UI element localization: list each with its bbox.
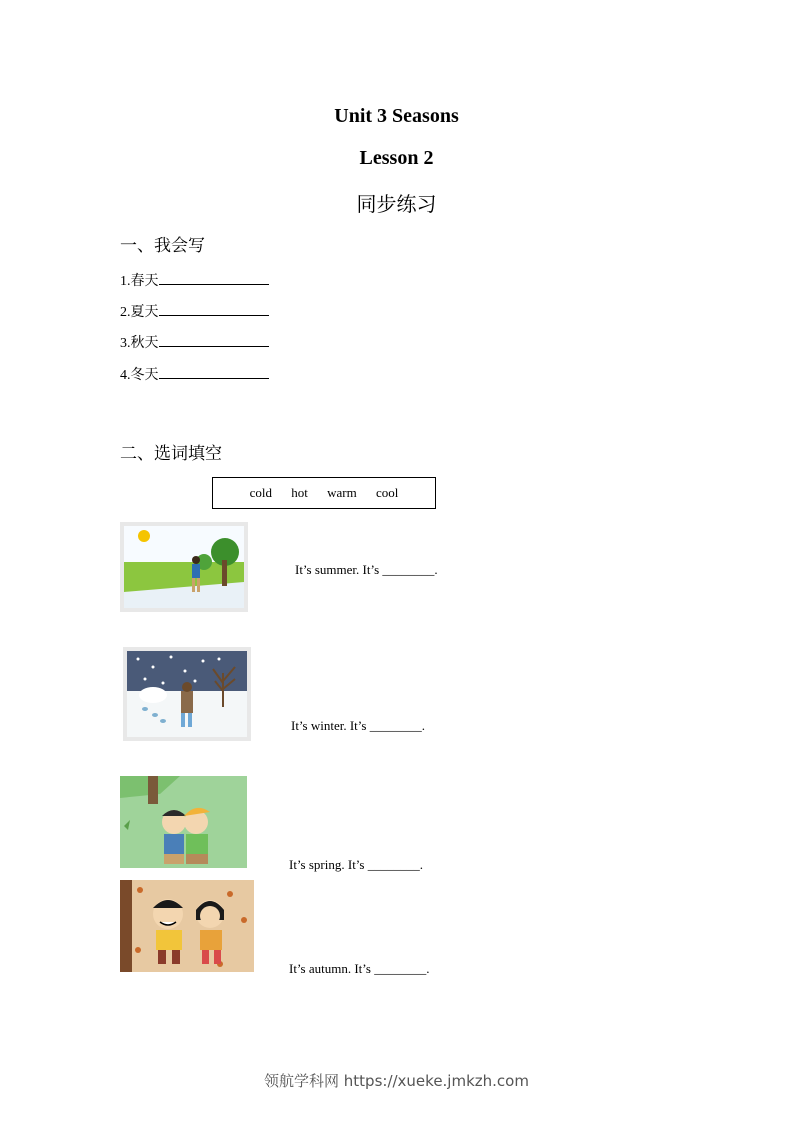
write-item-4 [120, 364, 269, 384]
answer-blank[interactable] [159, 377, 269, 379]
write-item-label: 4.冬天 [120, 368, 159, 383]
answer-blank[interactable] [159, 345, 269, 347]
answer-blank[interactable] [159, 314, 269, 316]
word-bank [212, 477, 436, 509]
page-footer: 领航学科网 https://xueke.jmkzh.com [264, 1072, 529, 1090]
worksheet-subtitle: 同步练习 [356, 192, 437, 216]
lesson-title: Lesson 2 [359, 147, 434, 169]
write-item-label: 2.夏天 [120, 305, 159, 320]
answer-blank[interactable] [159, 283, 269, 285]
word-option: cold [249, 485, 272, 500]
winter-sentence: It’s winter. It’s ________. [291, 718, 425, 733]
write-item-3 [120, 332, 269, 352]
summer-illustration [120, 522, 248, 612]
word-option: hot [291, 485, 308, 500]
word-option: warm [327, 485, 357, 500]
spring-illustration [120, 776, 247, 868]
worksheet-title: Unit 3 Seasons [334, 105, 459, 127]
write-item-2 [120, 301, 269, 321]
write-item-label: 3.秋天 [120, 336, 159, 351]
write-item-label: 1.春天 [120, 274, 159, 289]
section2-heading: 二、选词填空 [120, 444, 222, 464]
winter-illustration [123, 647, 251, 741]
word-option: cool [375, 485, 399, 500]
spring-sentence: It’s spring. It’s ________. [289, 857, 423, 872]
autumn-illustration [120, 880, 254, 972]
section1-heading: 一、我会写 [120, 236, 205, 256]
autumn-sentence: It’s autumn. It’s ________. [289, 961, 430, 976]
summer-sentence: It’s summer. It’s ________. [295, 562, 438, 577]
write-item-1 [120, 270, 269, 290]
